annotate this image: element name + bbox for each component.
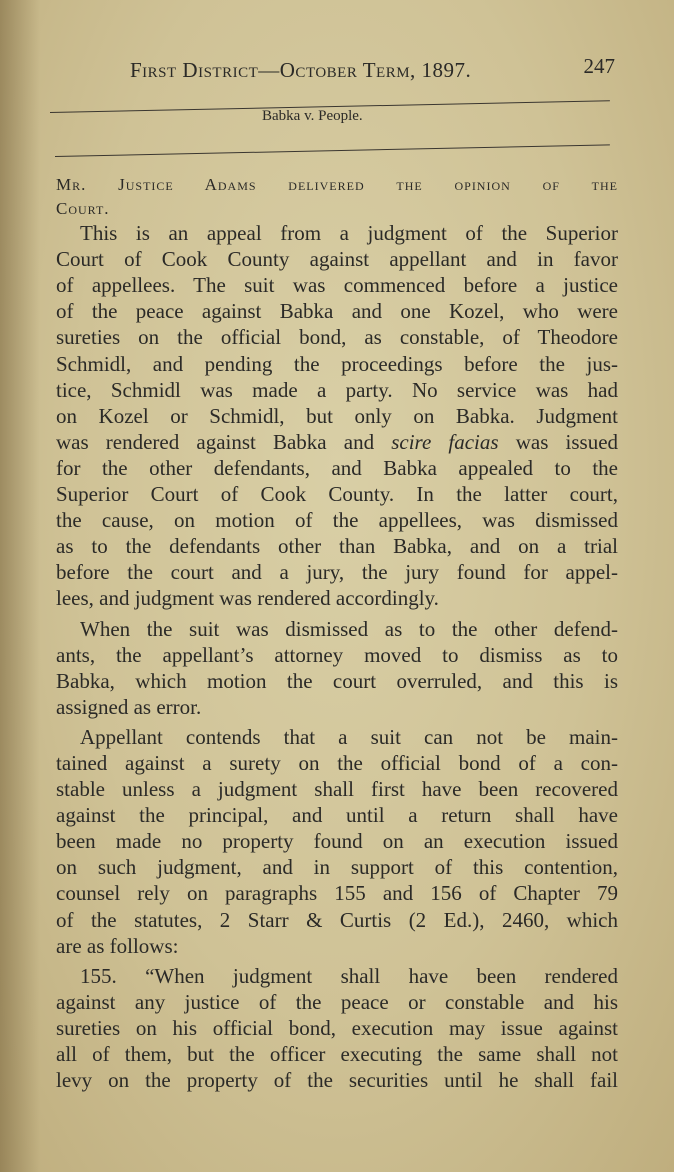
paragraph-2-line: Babka, which motion the court overruled, and this is [56, 668, 618, 693]
paragraph-1-line-start: was rendered against Babka and [56, 429, 375, 454]
paragraph-1-line-with-italic [56, 429, 618, 455]
paragraph-1-line: Superior Court of Cook County. In the latter court, [56, 482, 618, 507]
paragraph-3-line: are as follows: [56, 933, 179, 958]
paragraph-3-line: stable unless a judgment shall first have been recovered [56, 777, 618, 802]
paragraph-1-line: lees, and judgment was rendered accordingly. [56, 586, 439, 611]
running-head [130, 50, 615, 90]
page-number: 247 [583, 54, 615, 78]
paragraph-1-line: before the court and a jury, the jury found for appel- [56, 560, 618, 585]
paragraph-4-line: levy on the property of the securities until he shall fail [56, 1068, 618, 1093]
paragraph-1-line: tice, Schmidl was made a party. No service was had [56, 377, 618, 402]
paragraph-3-line: on such judgment, and in support of this contention, [56, 855, 618, 880]
header-rule-bottom [55, 144, 610, 157]
paragraph-4-line: 155. “When judgment shall have been rendered [80, 963, 618, 988]
paragraph-2-line: assigned as error. [56, 694, 202, 719]
italic-phrase: scire facias [391, 429, 499, 454]
running-title: First District—October Term, 1897. [130, 58, 472, 82]
paragraph-1-line: on Kozel or Schmidl, but only on Babka. Judgment [56, 403, 618, 428]
paragraph-2-line: ants, the appellant’s attorney moved to dismiss as to [56, 642, 618, 667]
opinion-heading-line-1: Mr. Justice Adams delivered the opinion of the [56, 175, 618, 194]
paragraph-3-line: Appellant contends that a suit can not be main- [80, 724, 618, 749]
case-name: Babka v. People. [262, 108, 363, 124]
paragraph-3-line: tained against a surety on the official bond of a con- [56, 750, 618, 775]
paragraph-1-line: of the peace against Babka and one Kozel, who were [56, 299, 618, 324]
opinion-body [56, 166, 618, 1093]
paragraph-1-line: Court of Cook County against appellant and in favor [56, 247, 618, 272]
paragraph-3-line: of the statutes, 2 Starr & Curtis (2 Ed.), 2460, which [56, 907, 618, 932]
paragraph-3-line: been made no property found on an execution issued [56, 829, 618, 854]
paragraph-4-line: against any justice of the peace or constable and his [56, 989, 618, 1014]
paragraph-1-line: Schmidl, and pending the proceedings before the jus- [56, 351, 618, 376]
binding-shadow [0, 0, 40, 1172]
paragraph-1-line: for the other defendants, and Babka appealed to the [56, 455, 618, 480]
paragraph-1-line: sureties on the official bond, as constable, of Theodore [56, 325, 618, 350]
paragraph-3-line: against the principal, and until a return shall have [56, 803, 618, 828]
paragraph-1-line-end: was issued [515, 429, 619, 454]
paragraph-2-line: When the suit was dismissed as to the other defend- [80, 616, 618, 641]
paragraph-1-line: the cause, on motion of the appellees, was dismissed [56, 508, 618, 533]
paragraph-1-line: This is an appeal from a judgment of the Superior [80, 221, 618, 246]
paragraph-1-line: of appellees. The suit was commenced before a justice [56, 273, 618, 298]
paragraph-4-line: all of them, but the officer executing the same shall not [56, 1042, 618, 1066]
paragraph-1-line: as to the defendants other than Babka, and on a trial [56, 534, 618, 559]
paragraph-3-line: counsel rely on paragraphs 155 and 156 of Chapter 79 [56, 881, 618, 906]
paragraph-4-line: sureties on his official bond, execution may issue against [56, 1015, 618, 1040]
opinion-heading-line-2: Court. [56, 199, 110, 219]
